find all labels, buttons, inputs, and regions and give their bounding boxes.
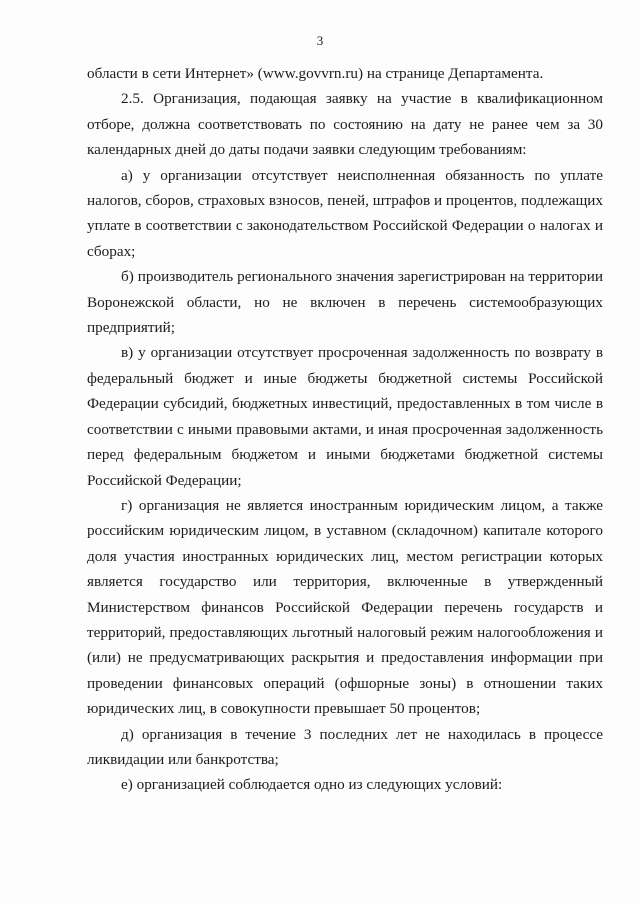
paragraph-item-e: е) организацией соблюдается одно из следующих условий: — [121, 776, 503, 794]
paragraph-item-v: в) у организации отсутствует просроченная задолженность по возврату в федеральный бюджет и иные бюджеты бюджетной системы Российской Федерации субсидий, бюджетных инвестиций, предоставленных в том числе в соответствии с иными правовыми актами, и иная просроченная задолженность перед федеральным бюджетом и иными бюджетами бюджетной системы Российской Федерации; — [87, 344, 603, 489]
paragraph-item-g: г) организация не является иностранным юридическим лицом, а также российским юридическим лицом, в уставном (складочном) капитале которого доля участия иностранных юридических лиц, местом регистрации которых является государство или территория, включенные в утвержденный Министерством финансов Российской Федерации перечень государств и территорий, предоставляющих льготный налоговый режим налогообложения и (или) не предусматривающих раскрытия и предоставления информации при проведении финансовых операций (офшорные зоны) в отношении таких юридических лиц, в совокупности превышает 50 процентов; — [87, 496, 603, 718]
paragraph-continuation: области в сети Интернет» (www.govvrn.ru) на странице Департамента. — [87, 65, 544, 82]
document-body — [87, 61, 603, 798]
paragraph-item-d: д) организация в течение 3 последних лет не находилась в процессе ликвидации или банкротства; — [87, 725, 603, 768]
paragraph-item-a: а) у организации отсутствует неисполненная обязанность по уплате налогов, сборов, страховых взносов, пеней, штрафов и процентов, подлежащих уплате в соответствии с законодательством Российской Федерации о налогах и сборах; — [87, 166, 603, 260]
paragraph-clause-2-5: 2.5. Организация, подающая заявку на участие в квалификационном отборе, должна соответствовать по состоянию на дату не ранее чем за 30 календарных дней до даты подачи заявки следующим требованиям: — [87, 90, 603, 159]
page-number: 3 — [316, 33, 324, 48]
paragraph-item-b: б) производитель регионального значения зарегистрирован на территории Воронежской области, но не включен в перечень системообразующих предприятий; — [87, 268, 603, 337]
